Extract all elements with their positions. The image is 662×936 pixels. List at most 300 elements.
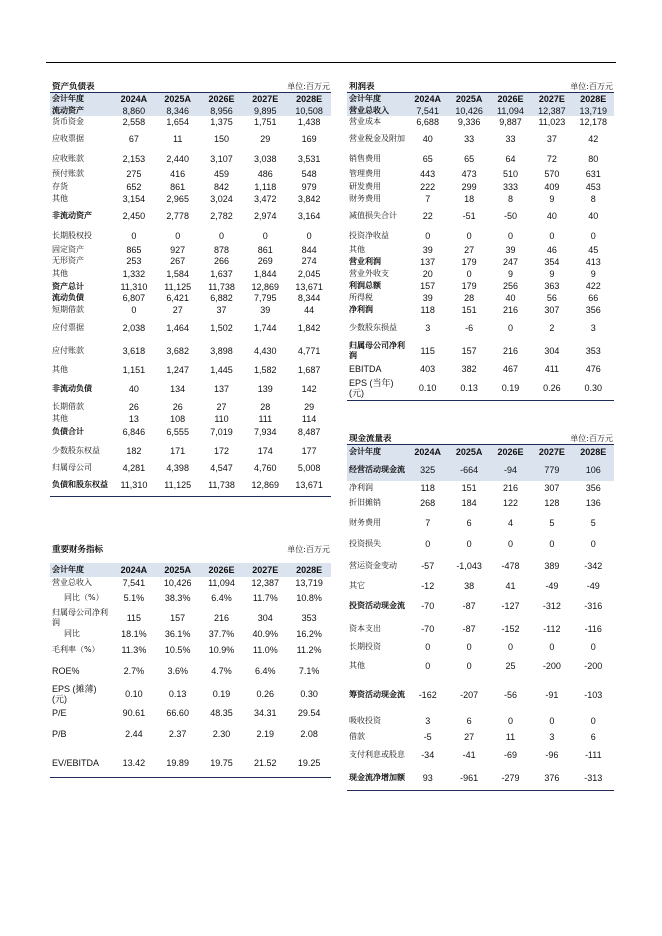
year-header: 2024A <box>112 93 156 106</box>
row-value: 2,153 <box>122 153 146 164</box>
row-value: 18 <box>464 193 475 204</box>
row-label: 营业税金及附加 <box>349 133 405 143</box>
row-value: 66 <box>588 292 599 303</box>
row-value: 179 <box>461 280 477 291</box>
table-row <box>347 150 614 167</box>
row-value: 1,118 <box>254 181 277 192</box>
row-value: 2 <box>549 322 555 333</box>
row-value: 878 <box>213 244 229 255</box>
row-value: 137 <box>213 383 229 394</box>
row-value: 184 <box>461 497 477 508</box>
row-value: 7,019 <box>210 426 233 437</box>
row-value: 11,094 <box>490 105 531 116</box>
row-value: 7.1% <box>298 665 320 676</box>
table-row <box>50 167 331 180</box>
key-ratios-table <box>50 537 331 778</box>
table-row <box>347 458 614 481</box>
row-value: 40.9% <box>252 628 279 639</box>
year-header: 2027E <box>243 93 287 106</box>
table-row <box>347 481 614 494</box>
row-label: 归属母公司 <box>52 462 92 472</box>
table-row <box>347 227 614 244</box>
table-row <box>347 316 614 339</box>
header-row <box>50 563 331 577</box>
row-value: 28 <box>260 401 271 412</box>
row-value: -312 <box>542 600 561 611</box>
row-label: 销售费用 <box>349 153 381 163</box>
row-label: 其他 <box>52 364 68 374</box>
row-value: 12,178 <box>579 116 608 127</box>
row-value: -87 <box>462 623 476 634</box>
table-row <box>347 577 614 594</box>
row-value: 0 <box>590 230 596 241</box>
table-row <box>50 281 331 292</box>
income-statement-table <box>347 82 614 401</box>
row-value: 376 <box>531 766 572 791</box>
row-value: 19.75 <box>200 748 244 778</box>
row-value: 108 <box>170 413 186 424</box>
row-value: 652 <box>126 181 142 192</box>
row-value: 13,719 <box>573 105 614 116</box>
row-value: 0 <box>507 230 513 241</box>
row-value: 6,846 <box>122 426 146 437</box>
row-value: 40 <box>546 210 557 221</box>
row-value: 38.3% <box>164 592 191 603</box>
row-value: 0.26 <box>256 688 275 699</box>
row-value: 3,842 <box>297 193 321 204</box>
row-label: 货币资金 <box>52 116 84 126</box>
row-value: 11,125 <box>164 281 192 292</box>
row-label: 借款 <box>349 731 365 741</box>
row-label: 少数股东权益 <box>52 445 100 455</box>
row-label: 利润总额 <box>349 280 381 290</box>
row-label: 长期投资 <box>349 641 381 651</box>
row-value: 0 <box>549 539 555 549</box>
row-value: 2.19 <box>256 728 275 739</box>
row-value: 7,541 <box>122 577 146 588</box>
row-value: 9 <box>507 268 513 279</box>
row-value: 40 <box>588 210 599 221</box>
row-label: 营业总收入 <box>52 577 92 587</box>
row-value: 861 <box>170 181 186 192</box>
row-value: 5 <box>549 517 555 528</box>
row-value: 9 <box>590 268 596 279</box>
row-value: 216 <box>502 482 518 493</box>
table-row <box>50 116 331 127</box>
row-value: 4.7% <box>211 665 232 676</box>
row-value: 18.1% <box>121 628 147 639</box>
year-header: 2024A <box>112 563 156 577</box>
row-value: 7 <box>425 193 431 204</box>
row-value: 403 <box>420 363 436 374</box>
row-value: 13 <box>128 413 139 424</box>
row-label: EV/EBITDA <box>50 748 112 778</box>
row-value: 0 <box>306 230 312 241</box>
row-value: 453 <box>585 181 601 192</box>
row-value: 64 <box>505 153 516 164</box>
row-label: 其它 <box>349 580 365 590</box>
row-value: 182 <box>126 445 142 456</box>
row-value: 151 <box>461 304 477 315</box>
row-value: 27 <box>464 244 475 255</box>
table-row <box>50 227 331 244</box>
row-value: -12 <box>421 580 435 591</box>
row-label: 流动资产 <box>50 105 112 116</box>
year-header: 2025A <box>156 93 200 106</box>
row-label: 折旧摊销 <box>349 497 381 507</box>
row-value: 4,430 <box>254 345 277 356</box>
table-row <box>347 711 614 730</box>
row-label: 研发费用 <box>349 181 381 191</box>
row-value: 6.4% <box>255 665 276 676</box>
table-row <box>347 511 614 534</box>
header-label: 会计年度 <box>347 445 407 459</box>
row-label: 营业成本 <box>349 116 381 126</box>
row-value: 80 <box>588 153 599 164</box>
row-value: 3,682 <box>166 345 189 356</box>
row-value: 0 <box>507 322 513 333</box>
row-value: 299 <box>461 181 477 192</box>
row-value: -1,043 <box>456 560 482 571</box>
row-value: 9 <box>549 193 555 204</box>
header-label: 会计年度 <box>347 93 407 106</box>
row-label: 净利润 <box>349 304 373 314</box>
row-value: 11,738 <box>200 473 244 497</box>
row-value: 10.5% <box>164 644 191 655</box>
row-value: -70 <box>421 623 435 634</box>
row-label: 应付账款 <box>52 345 84 355</box>
row-value: 333 <box>502 181 518 192</box>
row-value: 171 <box>170 445 186 456</box>
row-value: 0.26 <box>531 375 572 401</box>
row-label: 应收票据 <box>52 133 84 143</box>
row-label: 投资损失 <box>349 539 381 548</box>
row-value: -96 <box>545 749 559 760</box>
table-row <box>50 193 331 204</box>
row-value: 0.10 <box>407 375 448 401</box>
header-row <box>347 445 614 459</box>
income-statement-title: 利润表 <box>347 82 490 93</box>
row-label: 应付票据 <box>52 322 84 332</box>
row-value: 2,038 <box>122 322 146 333</box>
row-value: 1,637 <box>210 268 233 279</box>
row-label: 存货 <box>52 181 68 191</box>
row-value: 6 <box>466 517 472 528</box>
row-value: 67 <box>128 133 139 144</box>
row-value: 27 <box>172 304 183 315</box>
row-value: 3,107 <box>210 153 233 164</box>
row-label: 吸收投资 <box>349 715 381 725</box>
row-value: 93 <box>407 766 448 791</box>
row-value: 174 <box>257 445 273 456</box>
row-value: 979 <box>301 181 317 192</box>
row-value: -103 <box>584 690 603 700</box>
table-row <box>50 266 331 281</box>
row-value: 0 <box>590 641 596 652</box>
row-value: 11.2% <box>296 644 322 655</box>
row-value: -152 <box>501 623 520 634</box>
year-header: 2025A <box>448 93 489 106</box>
table-row <box>50 362 331 377</box>
row-value: 106 <box>573 458 614 481</box>
row-value: 44 <box>304 304 315 315</box>
row-value: 1,584 <box>166 268 189 279</box>
row-value: 0 <box>425 539 431 549</box>
row-value: 3,038 <box>254 153 277 164</box>
row-value: 40 <box>128 383 139 394</box>
row-label: 其他 <box>52 193 68 203</box>
row-value: 413 <box>585 256 601 267</box>
row-value: 1,445 <box>210 364 233 375</box>
table-row <box>50 244 331 255</box>
row-label: 负债和股东权益 <box>50 473 112 497</box>
row-value: 216 <box>213 612 229 623</box>
row-value: -70 <box>421 600 435 611</box>
row-value: 11,310 <box>112 473 156 497</box>
row-value: 11,125 <box>156 473 200 497</box>
row-value: 2.7% <box>123 665 145 676</box>
row-label: 其他 <box>52 413 68 423</box>
row-value: 0 <box>590 539 596 549</box>
row-value: 3 <box>425 715 431 726</box>
row-value: 151 <box>461 482 477 493</box>
row-value: -316 <box>584 600 603 611</box>
row-value: 844 <box>301 244 317 255</box>
row-label: 其他 <box>52 268 68 278</box>
row-value: 150 <box>213 133 229 144</box>
row-value: 422 <box>585 280 601 291</box>
table-row <box>347 193 614 204</box>
row-value: 353 <box>301 612 317 623</box>
table-row <box>347 594 614 617</box>
row-value: 267 <box>170 255 186 266</box>
row-value: -162 <box>418 690 437 700</box>
row-label: 长期借款 <box>52 401 84 411</box>
table-row <box>50 719 331 748</box>
row-value: 65 <box>422 153 433 164</box>
row-value: 1,842 <box>297 322 321 333</box>
row-value: -49 <box>586 580 600 591</box>
row-label: 短期借款 <box>52 304 84 314</box>
table-row <box>50 180 331 193</box>
row-value: 26 <box>172 401 183 412</box>
row-value: 268 <box>420 497 436 508</box>
row-value: 1,247 <box>166 364 189 375</box>
row-value: -313 <box>573 766 614 791</box>
row-value: 6,882 <box>210 292 233 303</box>
row-value: 443 <box>420 168 436 179</box>
top-rule <box>46 62 616 63</box>
balance-sheet-title: 资产负债表 <box>50 82 200 93</box>
row-label: 同比 <box>64 628 80 638</box>
row-value: 416 <box>170 168 186 179</box>
row-label: P/B <box>52 728 67 739</box>
row-value: 473 <box>461 168 477 179</box>
row-value: 356 <box>585 304 601 315</box>
row-value: 12,869 <box>251 281 280 292</box>
row-value: -51 <box>462 210 476 221</box>
row-value: 6,688 <box>416 116 439 127</box>
row-label: 投资净收益 <box>349 230 389 240</box>
table-row <box>347 743 614 766</box>
row-value: 25 <box>505 661 516 671</box>
table-row <box>50 127 331 150</box>
row-value: 9,887 <box>499 116 522 127</box>
balance-sheet-unit: 单位:百万元 <box>200 82 331 93</box>
row-value: 157 <box>461 345 477 356</box>
table-row <box>347 534 614 554</box>
table-row <box>50 303 331 316</box>
row-value: 2.30 <box>212 728 231 739</box>
table-row <box>347 244 614 255</box>
row-value: 37 <box>216 304 227 315</box>
row-value: 865 <box>126 244 142 255</box>
row-value: 3 <box>549 731 555 742</box>
row-label: 净利润 <box>349 482 373 492</box>
row-label: 少数股东损益 <box>349 322 397 332</box>
row-value: 39 <box>260 304 271 315</box>
year-header: 2026E <box>490 445 531 459</box>
row-value: 216 <box>502 345 518 356</box>
row-value: 2.44 <box>125 728 143 739</box>
row-label: 管理费用 <box>349 168 381 178</box>
row-value: 11.0% <box>252 644 278 655</box>
row-value: 269 <box>257 255 273 266</box>
row-value: 33 <box>464 133 475 144</box>
year-header: 2026E <box>200 93 244 106</box>
year-header: 2028E <box>287 563 331 577</box>
table-row <box>50 255 331 266</box>
row-value: 631 <box>585 168 601 179</box>
table-row <box>50 413 331 424</box>
row-value: 16.2% <box>296 628 322 639</box>
row-value: 11.3% <box>121 644 147 655</box>
row-value: 266 <box>213 255 229 266</box>
row-value: 3,531 <box>297 153 321 164</box>
row-value: 861 <box>257 244 273 255</box>
row-value: 157 <box>420 280 436 291</box>
table-row <box>50 377 331 400</box>
table-row <box>347 255 614 268</box>
row-label: 归属母公司净利润 <box>52 607 108 627</box>
row-label: 应收账款 <box>52 153 84 163</box>
row-value: 8 <box>590 193 596 204</box>
row-value: 8 <box>507 193 513 204</box>
row-value: 411 <box>544 363 560 374</box>
balance-sheet-table <box>50 82 331 497</box>
row-value: 307 <box>544 482 560 493</box>
row-value: 2.37 <box>168 728 187 739</box>
row-value: 0 <box>507 539 513 549</box>
row-value: 37 <box>546 133 557 144</box>
row-value: 3,154 <box>122 193 146 204</box>
row-value: 1,844 <box>254 268 277 279</box>
row-value: 6 <box>466 715 472 726</box>
row-value: 13,671 <box>295 281 323 292</box>
row-value: 13,671 <box>287 473 331 497</box>
row-value: 3.6% <box>167 665 188 676</box>
table-row <box>347 303 614 316</box>
row-value: 2.08 <box>300 728 318 739</box>
row-value: 39 <box>505 244 516 255</box>
row-value: 5,008 <box>297 462 321 473</box>
row-value: 0 <box>175 230 181 241</box>
row-label: 其他 <box>349 244 365 254</box>
row-value: 46 <box>546 244 557 255</box>
row-value: 9,336 <box>457 116 481 127</box>
row-value: 172 <box>213 445 229 456</box>
table-row <box>50 150 331 167</box>
row-value: 128 <box>544 497 560 508</box>
row-label: 营业利润 <box>349 256 381 266</box>
row-value: 10,508 <box>287 105 331 116</box>
row-value: 11,023 <box>538 116 566 127</box>
row-value: 114 <box>301 413 317 424</box>
row-value: 0 <box>507 715 513 726</box>
row-label: EBITDA <box>349 363 382 374</box>
row-value: 10,426 <box>448 105 489 116</box>
row-value: 0 <box>466 641 472 652</box>
row-value: 28 <box>464 292 475 303</box>
row-value: 0 <box>425 230 431 241</box>
header-label: 会计年度 <box>50 93 112 106</box>
row-value: 118 <box>420 304 435 315</box>
row-value: 179 <box>461 256 477 267</box>
row-value: 122 <box>502 497 518 508</box>
table-row <box>50 607 331 628</box>
row-value: 356 <box>585 482 601 493</box>
row-value: 12,387 <box>531 105 572 116</box>
table-row <box>50 400 331 413</box>
row-value: 0 <box>466 230 472 241</box>
row-label: 流动负债 <box>52 292 84 302</box>
row-value: 5 <box>590 517 596 528</box>
row-value: 19.25 <box>287 748 331 778</box>
table-row <box>347 116 614 127</box>
row-value: 115 <box>420 345 435 356</box>
header-label: 会计年度 <box>50 563 112 577</box>
row-value: 29.54 <box>297 707 321 718</box>
row-value: 10,426 <box>163 577 192 588</box>
row-value: 247 <box>502 256 518 267</box>
row-label: 无形资产 <box>52 255 84 265</box>
row-value: 137 <box>420 256 436 267</box>
row-value: 3,618 <box>122 345 146 356</box>
row-value: -961 <box>448 766 489 791</box>
row-value: 7,934 <box>254 426 277 437</box>
row-value: 548 <box>301 168 317 179</box>
row-value: 0 <box>549 715 555 726</box>
row-value: 26 <box>128 401 139 412</box>
row-value: 3 <box>425 322 431 333</box>
row-value: 27 <box>216 401 227 412</box>
row-value: 4 <box>507 517 513 528</box>
row-value: 0.19 <box>212 688 231 699</box>
table-row <box>347 105 614 116</box>
row-value: 41 <box>505 580 516 591</box>
row-value: -200 <box>584 661 603 671</box>
row-value: 0 <box>466 539 472 549</box>
table-row <box>50 105 331 116</box>
row-value: 11 <box>173 133 183 144</box>
table-row <box>50 706 331 719</box>
row-value: 1,751 <box>254 116 277 127</box>
row-value: 1,332 <box>122 268 146 279</box>
row-value: 19.89 <box>156 748 200 778</box>
table-row <box>347 127 614 150</box>
row-value: 0 <box>425 641 431 652</box>
row-value: 36.1% <box>164 628 191 639</box>
